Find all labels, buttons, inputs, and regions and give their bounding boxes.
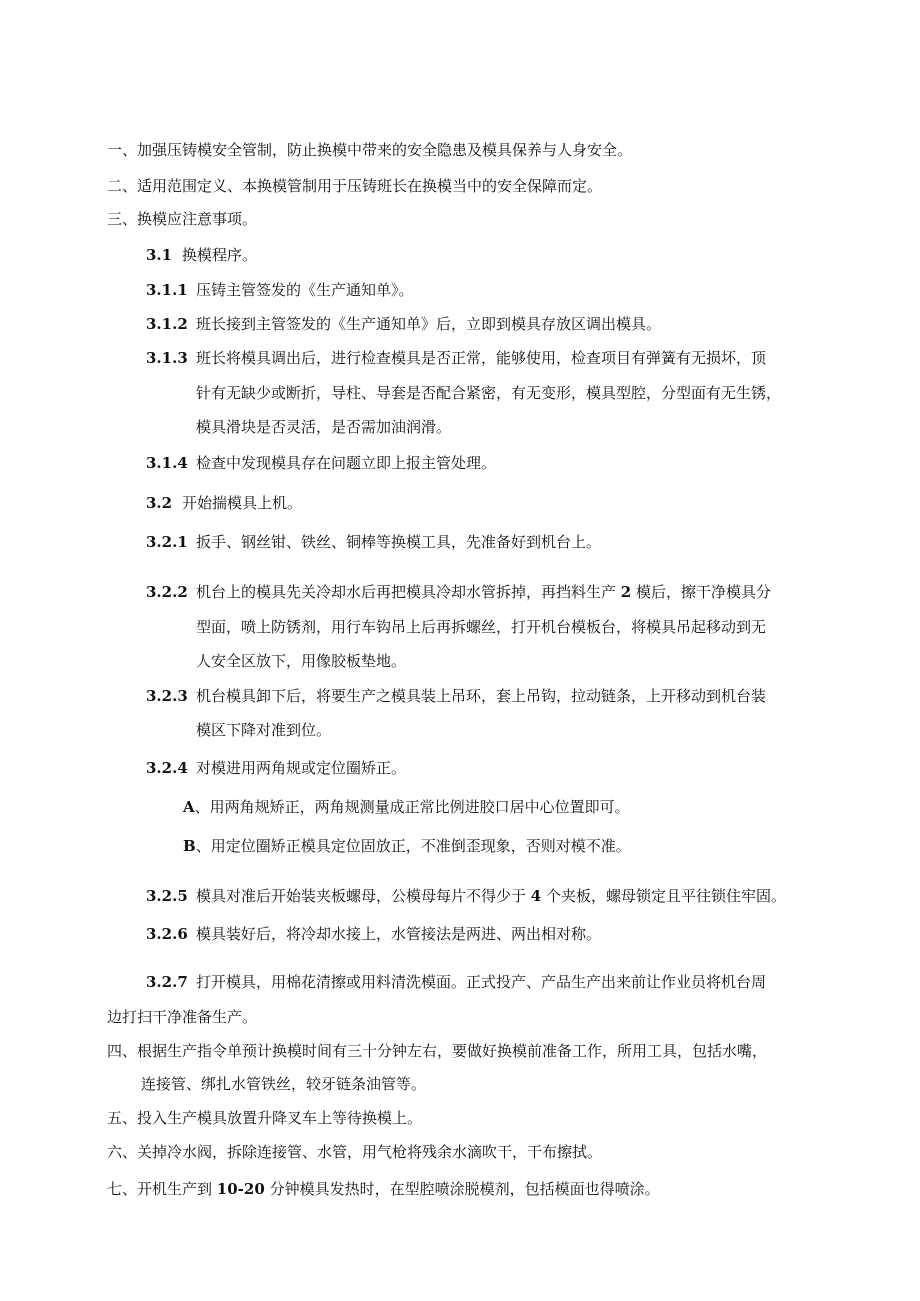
section-3-1-3-line-2: 针有无缺少或断折，导柱、导套是否配合紧密，有无变形，模具型腔，分型面有无生锈，: [196, 384, 782, 402]
section-number: 3.2.5: [146, 887, 188, 905]
section-3-2-6: [146, 924, 601, 944]
section-text: 班长将模具调出后，进行检查模具是否正常，能够使用，检查项目有弹簧有无损坏，顶: [196, 349, 767, 367]
item-2: 二、适用范围定义、本换模管制用于压铸班长在换模当中的安全保障而定。: [107, 177, 603, 195]
item-4-line-2: 连接管、绑扎水管铁丝，较牙链条油管等。: [141, 1075, 427, 1093]
section-number: 3.2.2: [146, 583, 188, 601]
section-3-1-3-line-3: 模具滑块是否灵活，是否需加油润滑。: [196, 418, 452, 436]
section-text: 检查中发现模具存在问题立即上报主管处理。: [196, 454, 497, 472]
section-number: 3.1: [146, 246, 173, 264]
section-text-c: 个夹板，螺母锁定且平往锁住牢固。: [546, 887, 787, 905]
section-3-2-3-line-2: 模区下降对准到位。: [196, 721, 332, 739]
section-3-2-2-line-3: 人安全区放下，用像胶板垫地。: [196, 652, 407, 670]
item-a-text: 、用两角规矫正，两角规测量成正常比例进胶口居中心位置即可。: [194, 798, 630, 816]
section-text: 换模程序。: [182, 246, 258, 264]
section-3-2-3: [146, 686, 766, 706]
item-b: [183, 836, 631, 856]
section-3-2-4: [146, 758, 406, 778]
section-3-2-1: [146, 532, 601, 552]
section-text-bold: 2: [620, 583, 632, 601]
item-a-label: A: [183, 798, 195, 816]
item-b-text: 、用定位圈矫正模具定位固放正，不准倒歪现象，否则对模不准。: [195, 837, 631, 855]
section-3-2-2: [146, 582, 771, 602]
section-3-2-5: [146, 886, 786, 906]
section-3-2-7-line-2: 边打扫干净准备生产。: [107, 1008, 258, 1026]
item-3: 三、换模应注意事项。: [107, 210, 258, 228]
item-5: 五、投入生产模具放置升降叉车上等待换模上。: [107, 1109, 423, 1127]
section-3-1-2: [146, 314, 661, 334]
section-number: 3.2.6: [146, 925, 188, 943]
section-text-a: 机台上的模具先关冷却水后再把模具冷却水管拆掉，再挡料生产: [196, 583, 617, 601]
item-a: [183, 797, 630, 817]
section-number: 3.2: [146, 494, 173, 512]
item-6: 六、关掉冷水阀，拆除连接管、水管，用气枪将残余水滴吹干，干布擦拭。: [107, 1143, 603, 1161]
section-3-2-2-line-2: 型面，喷上防锈剂，用行车钩吊上后再拆螺丝，打开机台模板台，将模具吊起移动到无: [196, 618, 767, 636]
item-7-text-c: 分钟模具发热时，在型腔喷涂脱模剂，包括模面也得喷涂。: [269, 1180, 660, 1198]
section-number: 3.1.4: [146, 454, 188, 472]
section-3-1-3: [146, 348, 766, 368]
item-7: [107, 1179, 660, 1199]
item-7-bold: 10-20: [216, 1180, 265, 1198]
section-text: 班长接到主管签发的《生产通知单》后，立即到模具存放区调出模具。: [196, 315, 662, 333]
section-number: 3.2.1: [146, 533, 188, 551]
section-number: 3.2.3: [146, 687, 188, 705]
section-text: 压铸主管签发的《生产通知单》。: [196, 281, 414, 299]
section-text: 模具装好后，将冷却水接上，水管接法是两进、两出相对称。: [196, 925, 602, 943]
item-7-text-a: 七、开机生产到: [107, 1180, 213, 1198]
section-3-1: [146, 245, 257, 265]
section-text: 扳手、钢丝钳、铁丝、铜棒等换模工具，先准备好到机台上。: [196, 533, 602, 551]
section-text: 打开模具，用棉花清擦或用料清洗模面。正式投产、产品生产出来前让作业员将机台周: [196, 973, 767, 991]
section-3-2: [146, 493, 302, 513]
section-text-bold: 4: [530, 887, 542, 905]
section-3-1-4: [146, 453, 496, 473]
section-3-1-1: [146, 280, 414, 300]
item-1: 一、加强压铸模安全管制，防止换模中带来的安全隐患及模具保养与人身安全。: [107, 141, 633, 159]
section-text-c: 模后，擦干净模具分: [636, 583, 772, 601]
section-text-a: 模具对准后开始装夹板螺母，公模母每片不得少于: [196, 887, 527, 905]
section-number: 3.2.4: [146, 759, 188, 777]
section-number: 3.1.2: [146, 315, 188, 333]
section-number: 3.1.1: [146, 281, 188, 299]
section-3-2-7: [146, 972, 766, 992]
item-b-label: B: [183, 837, 196, 855]
section-text: 对模进用两角规或定位圈矫正。: [196, 759, 407, 777]
section-number: 3.2.7: [146, 973, 188, 991]
item-4: 四、根据生产指令单预计换模时间有三十分钟左右，要做好换模前准备工作，所用工具，包括水嘴，: [107, 1042, 768, 1060]
section-text: 开始揣模具上机。: [182, 494, 303, 512]
section-text: 机台模具卸下后，将要生产之模具装上吊环，套上吊钩，拉动链条，上开移动到机台装: [196, 687, 767, 705]
section-number: 3.1.3: [146, 349, 188, 367]
